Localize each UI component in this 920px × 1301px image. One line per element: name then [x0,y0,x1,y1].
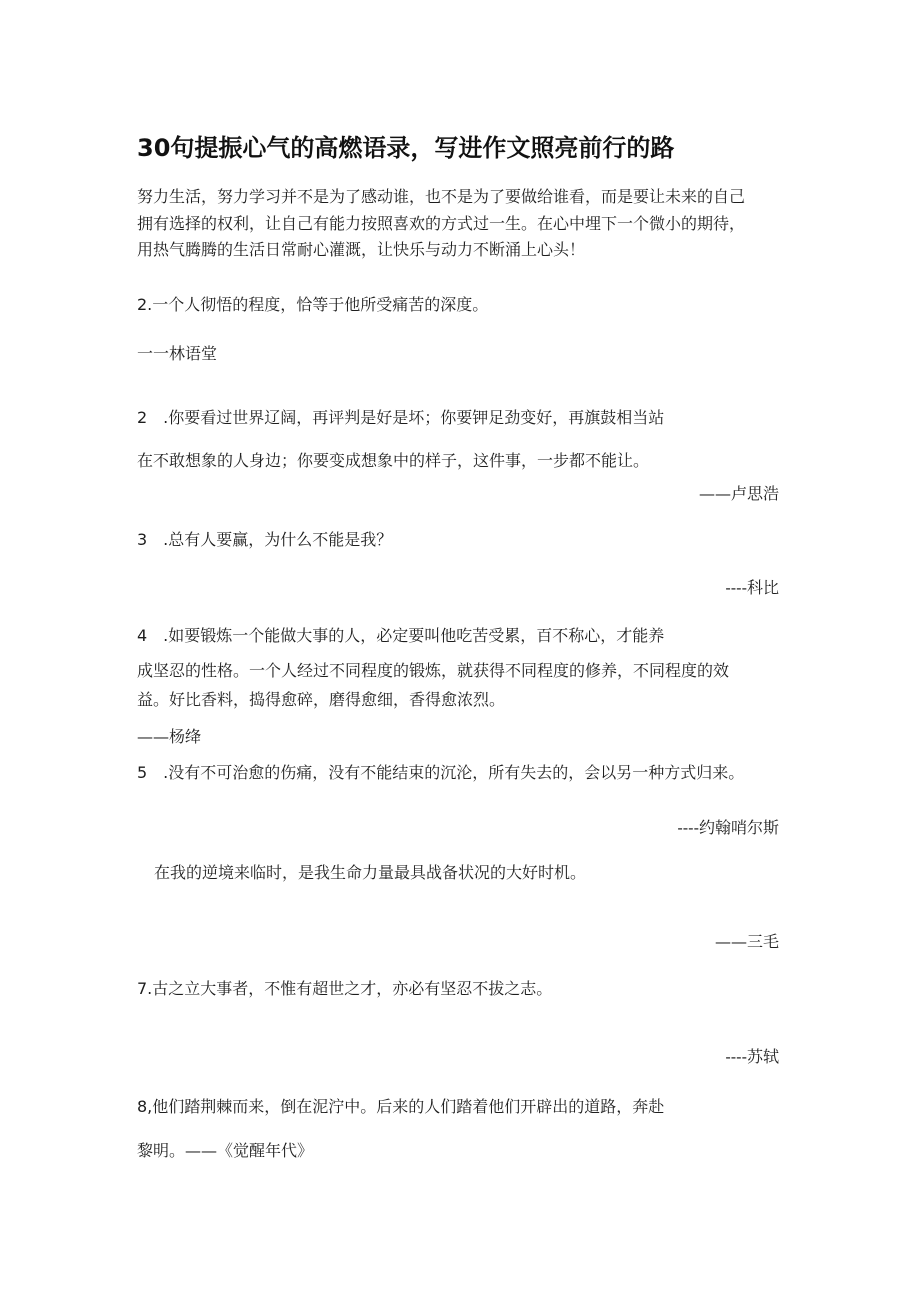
quote-number: 2 . [137,408,169,427]
quote-text: 如要锻炼一个能做大事的人，必定要叫他吃苦受累，百不称心，才能养 [168,626,665,645]
quote-number: 5 . [137,763,169,782]
quote-number: 7. [137,979,153,998]
quote-4-line-2: 成坚忍的性格。一个人经过不同程度的锻炼，就获得不同程度的修养，不同程度的效 [137,661,730,680]
quote-number: 4 . [137,626,169,645]
quote-6 [154,863,586,883]
quote-text: 你要看过世界辽阔，再评判是好是坏；你要钾足劲变好，再旗鼓相当站 [168,408,665,427]
page-title: 30句提振心气的高燃语录，写进作文照亮前行的路 [137,134,675,162]
quote-text: 一个人彻悟的程度，恰等于他所受痛苦的深度。 [152,295,489,314]
quote-8 [137,1097,664,1117]
quote-1 [137,295,488,315]
quote-5 [137,763,744,783]
quote-text: 古之立大事者，不惟有超世之才，亦必有坚忍不拔之志。 [152,979,553,998]
quote-2 [137,408,664,428]
quote-7 [137,979,552,999]
quote-8-line-2: 黎明。——《觉醒年代》 [137,1141,314,1160]
quote-4 [137,626,664,646]
quote-6-author: ——三毛 [714,932,779,951]
quote-7-author: ----苏轼 [725,1047,779,1066]
quote-3-author: ----科比 [725,578,779,597]
quote-text: 总有人要赢，为什么不能是我？ [168,530,393,549]
quote-number: 8, [137,1097,153,1116]
quote-2-line-2: 在不敢想象的人身边；你要变成想象中的样子，这件事，一步都不能让。 [137,451,650,470]
quote-text: 他们踏荆棘而来，倒在泥泞中。后来的人们踏着他们开辟出的道路，奔赴 [152,1097,665,1116]
quote-5-author: ----约翰哨尔斯 [677,818,779,837]
quote-text: 没有不可治愈的伤痛，没有不能结束的沉沦，所有失去的，会以另一种方式归来。 [168,763,745,782]
intro-line: 用热气腾腾的生活日常耐心灌溉，让快乐与动力不断涌上心头！ [137,240,586,259]
quote-text: 在我的逆境来临时，是我生命力量最具战备状况的大好时机。 [154,863,587,882]
intro-line: 努力生活，努力学习并不是为了感动谁，也不是为了要做给谁看，而是要让未来的自己 [137,187,746,206]
quote-4-line-3: 益。好比香料，捣得愈碎，磨得愈细，香得愈浓烈。 [137,690,506,709]
intro-line: 拥有选择的权利，让自己有能力按照喜欢的方式过一生。在心中埋下一个微小的期待， [137,213,746,233]
quote-2-author: ——卢思浩 [698,484,779,503]
quote-3 [137,530,392,550]
intro-paragraph [137,184,797,264]
quote-4-author: ——杨绛 [137,727,202,746]
quote-number: 3 . [137,530,169,549]
quote-1-author: 一一林语堂 [137,344,218,363]
quote-number: 2. [137,295,153,314]
